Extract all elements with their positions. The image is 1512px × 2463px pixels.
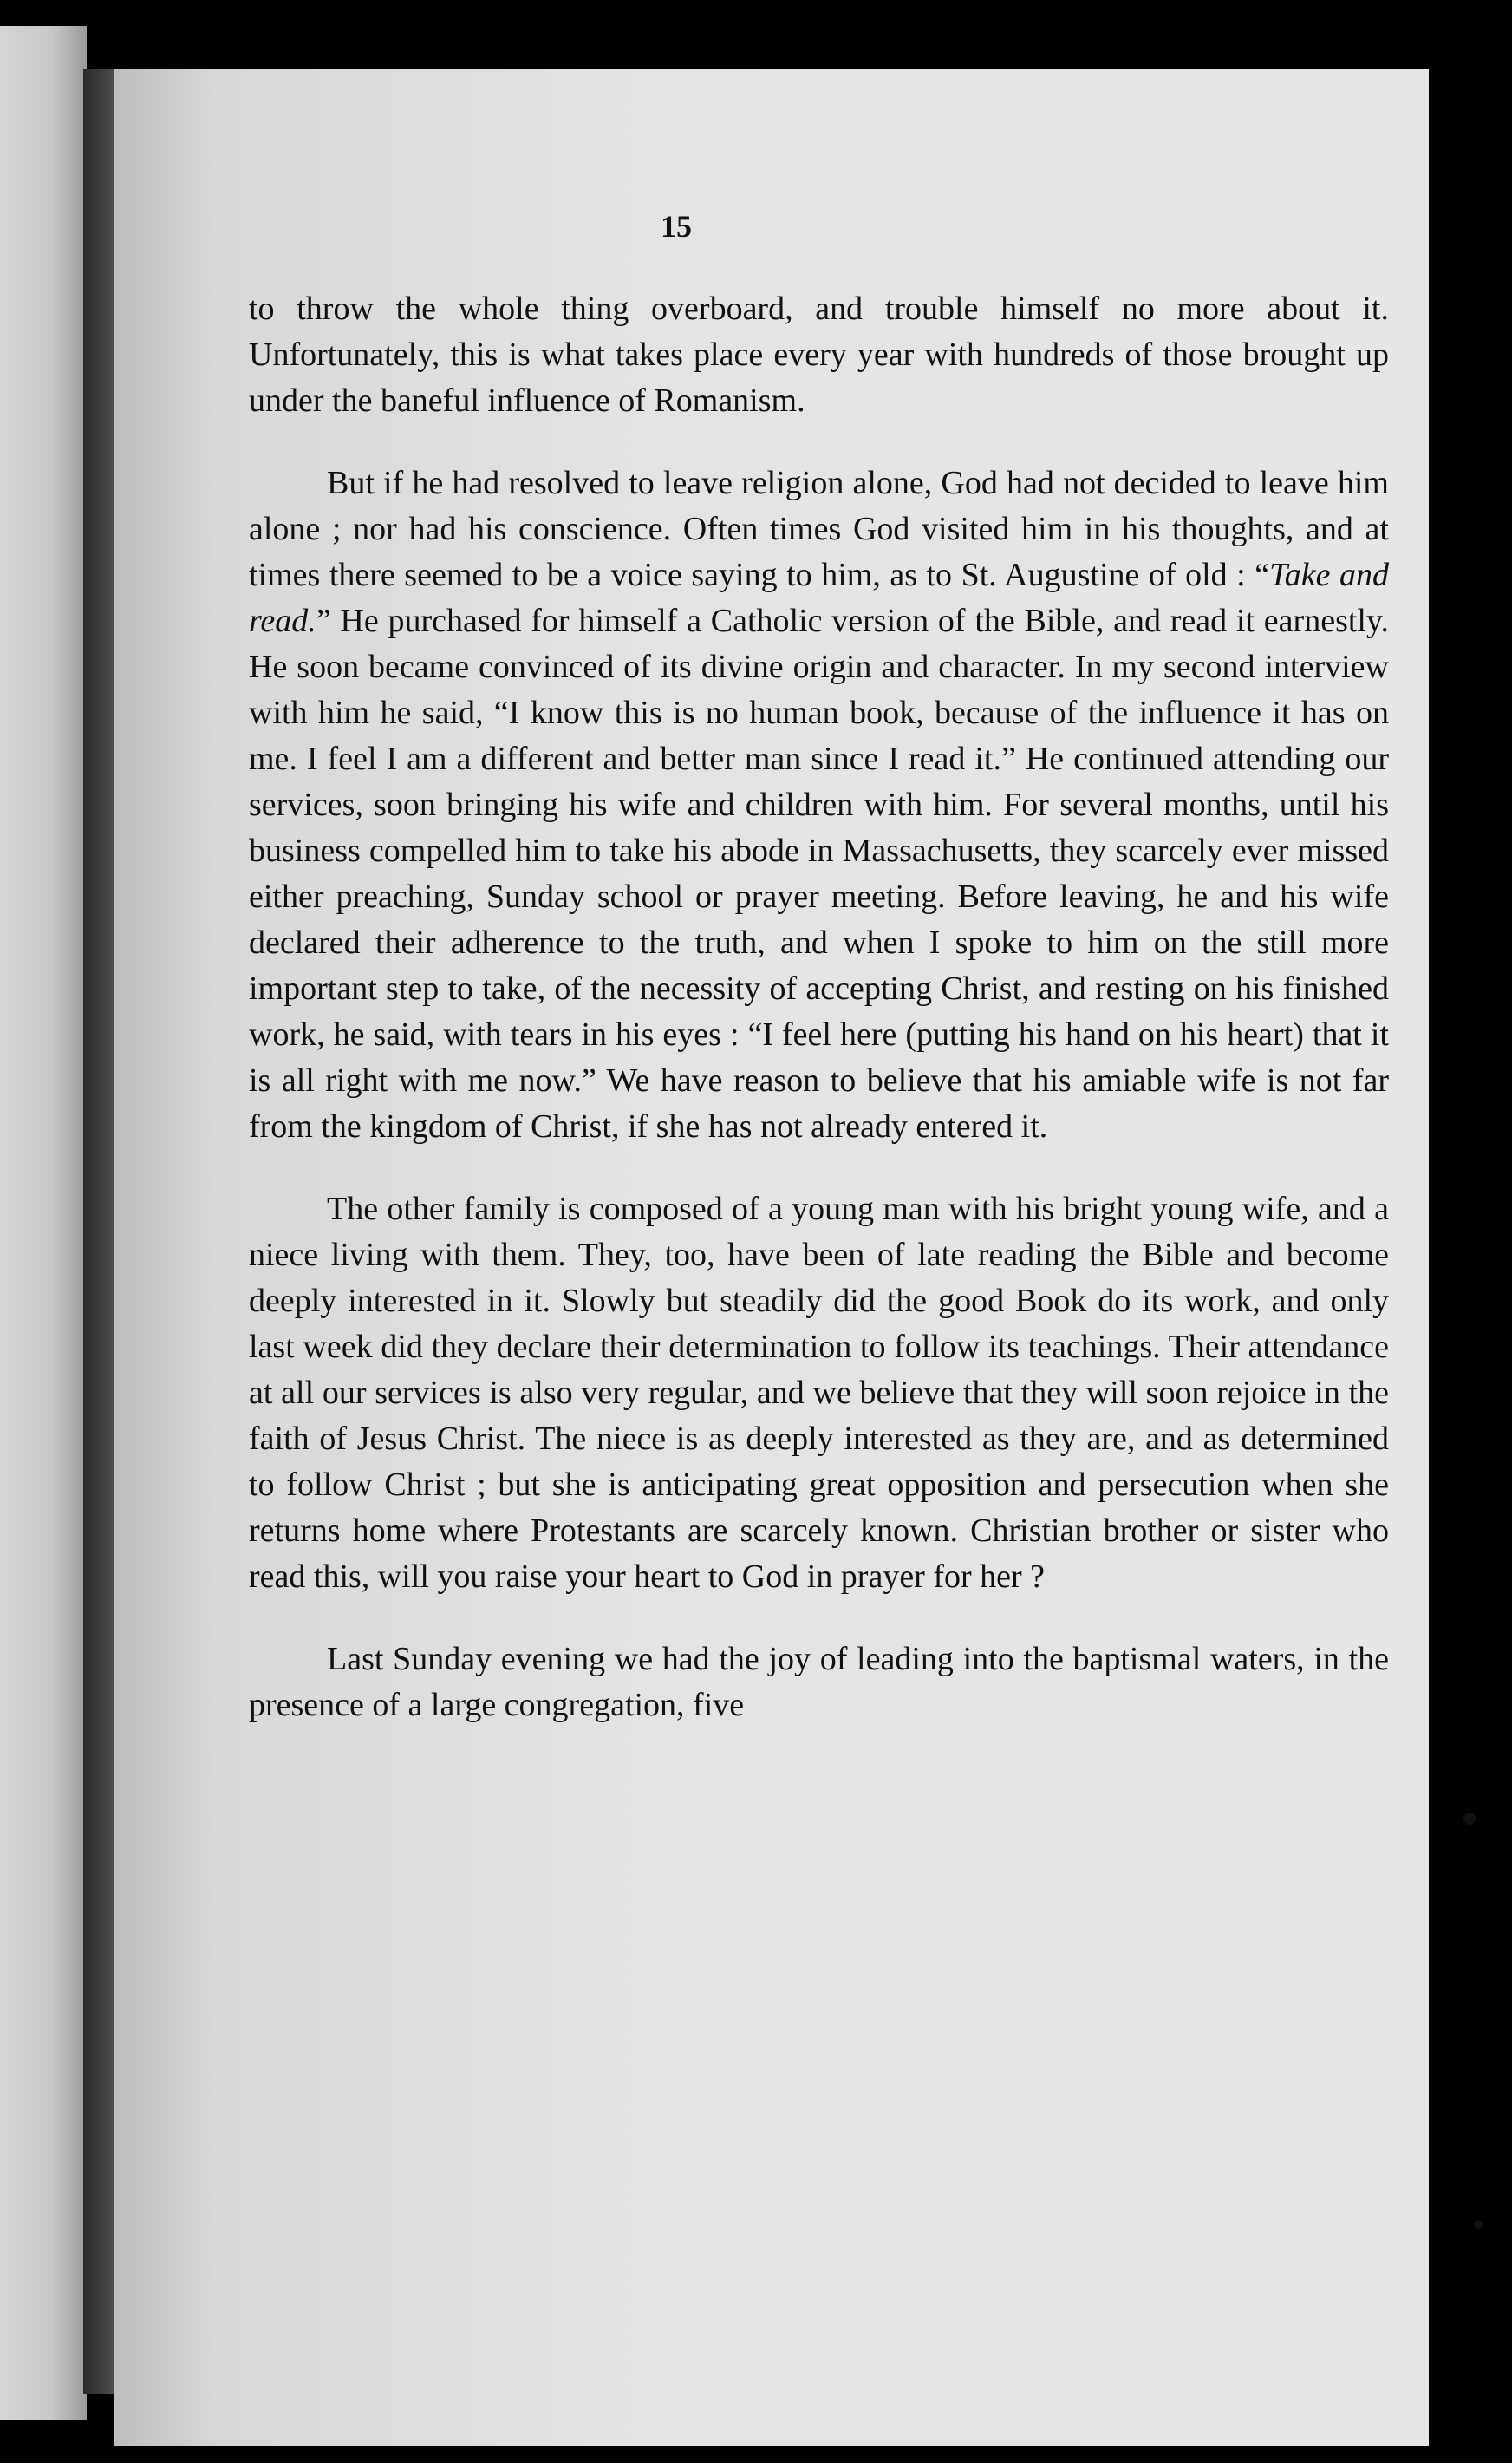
paragraph-3: The other family is composed of a young man with his bright young wife, and a niece living with them. They, too, have been of late reading the Bible and become deeply interested in it. Slowly but steadily did the good Book do its work, and only last week did they declare their determination to follow its teachings. Their attendance at all our services is also very regular, and we believe that they will soon rejoice in the faith of Jesus Christ. The niece is as deeply interested as they are, and as determined to follow Christ ; but she is anticipating great opposition and persecution when she returns home where Protestants are scarcely known. Christian brother or sister who read this, will you raise your heart to God in prayer for her ?	[249, 1191, 1389, 1595]
body-text	[249, 286, 1389, 1765]
paragraph-4: Last Sunday evening we had the joy of leading into the baptismal waters, in the presence of a large congregation, five	[249, 1641, 1389, 1723]
book-page	[114, 69, 1429, 2446]
scan-speck	[1463, 1813, 1476, 1825]
paragraph-2	[249, 461, 1389, 1150]
paragraph-2-italic-quote: Take and read.	[249, 557, 1389, 639]
scan-speck	[1474, 2220, 1483, 2229]
page-number: 15	[661, 209, 692, 244]
paragraph-2-text-before: But if he had resolved to leave religion alone, God had not decided to leave him alone ; nor had his conscience. Often times God visited him in his thoughts, and at times there seemed to be a voice saying to him, as to St. Augustine of old : “	[249, 465, 1389, 593]
facing-page-edge	[0, 26, 87, 2420]
paragraph-2-text-after: ” He purchased for himself a Catholic version of the Bible, and read it earnestly. He soon became convinced of its divine origin and character. In my second interview with him he said, “I know this is no human book, because of the influence it has on me. I feel I am a different and better man since I read it.” He continued attending our services, soon bringing his wife and children with him. For several months, until his business compelled him to take his abode in Massachusetts, they scarcely ever missed either preaching, Sunday school or prayer meeting. Before leaving, he and his wife declared their adherence to the truth, and when I spoke to him on the still more important step to take, of the necessity of accepting Christ, and resting on his finished work, he said, with tears in his eyes : “I feel here (putting his hand on his heart) that it is all right with me now.” We have reason to believe that his amiable wife is not far from the kingdom of Christ, if she has not already entered it.	[249, 603, 1389, 1145]
paragraph-1: to throw the whole thing overboard, and trouble himself no more about it. Unfortunately, this is what takes place every year with hundreds of those brought up under the baneful influence of Romanism.	[249, 291, 1389, 419]
